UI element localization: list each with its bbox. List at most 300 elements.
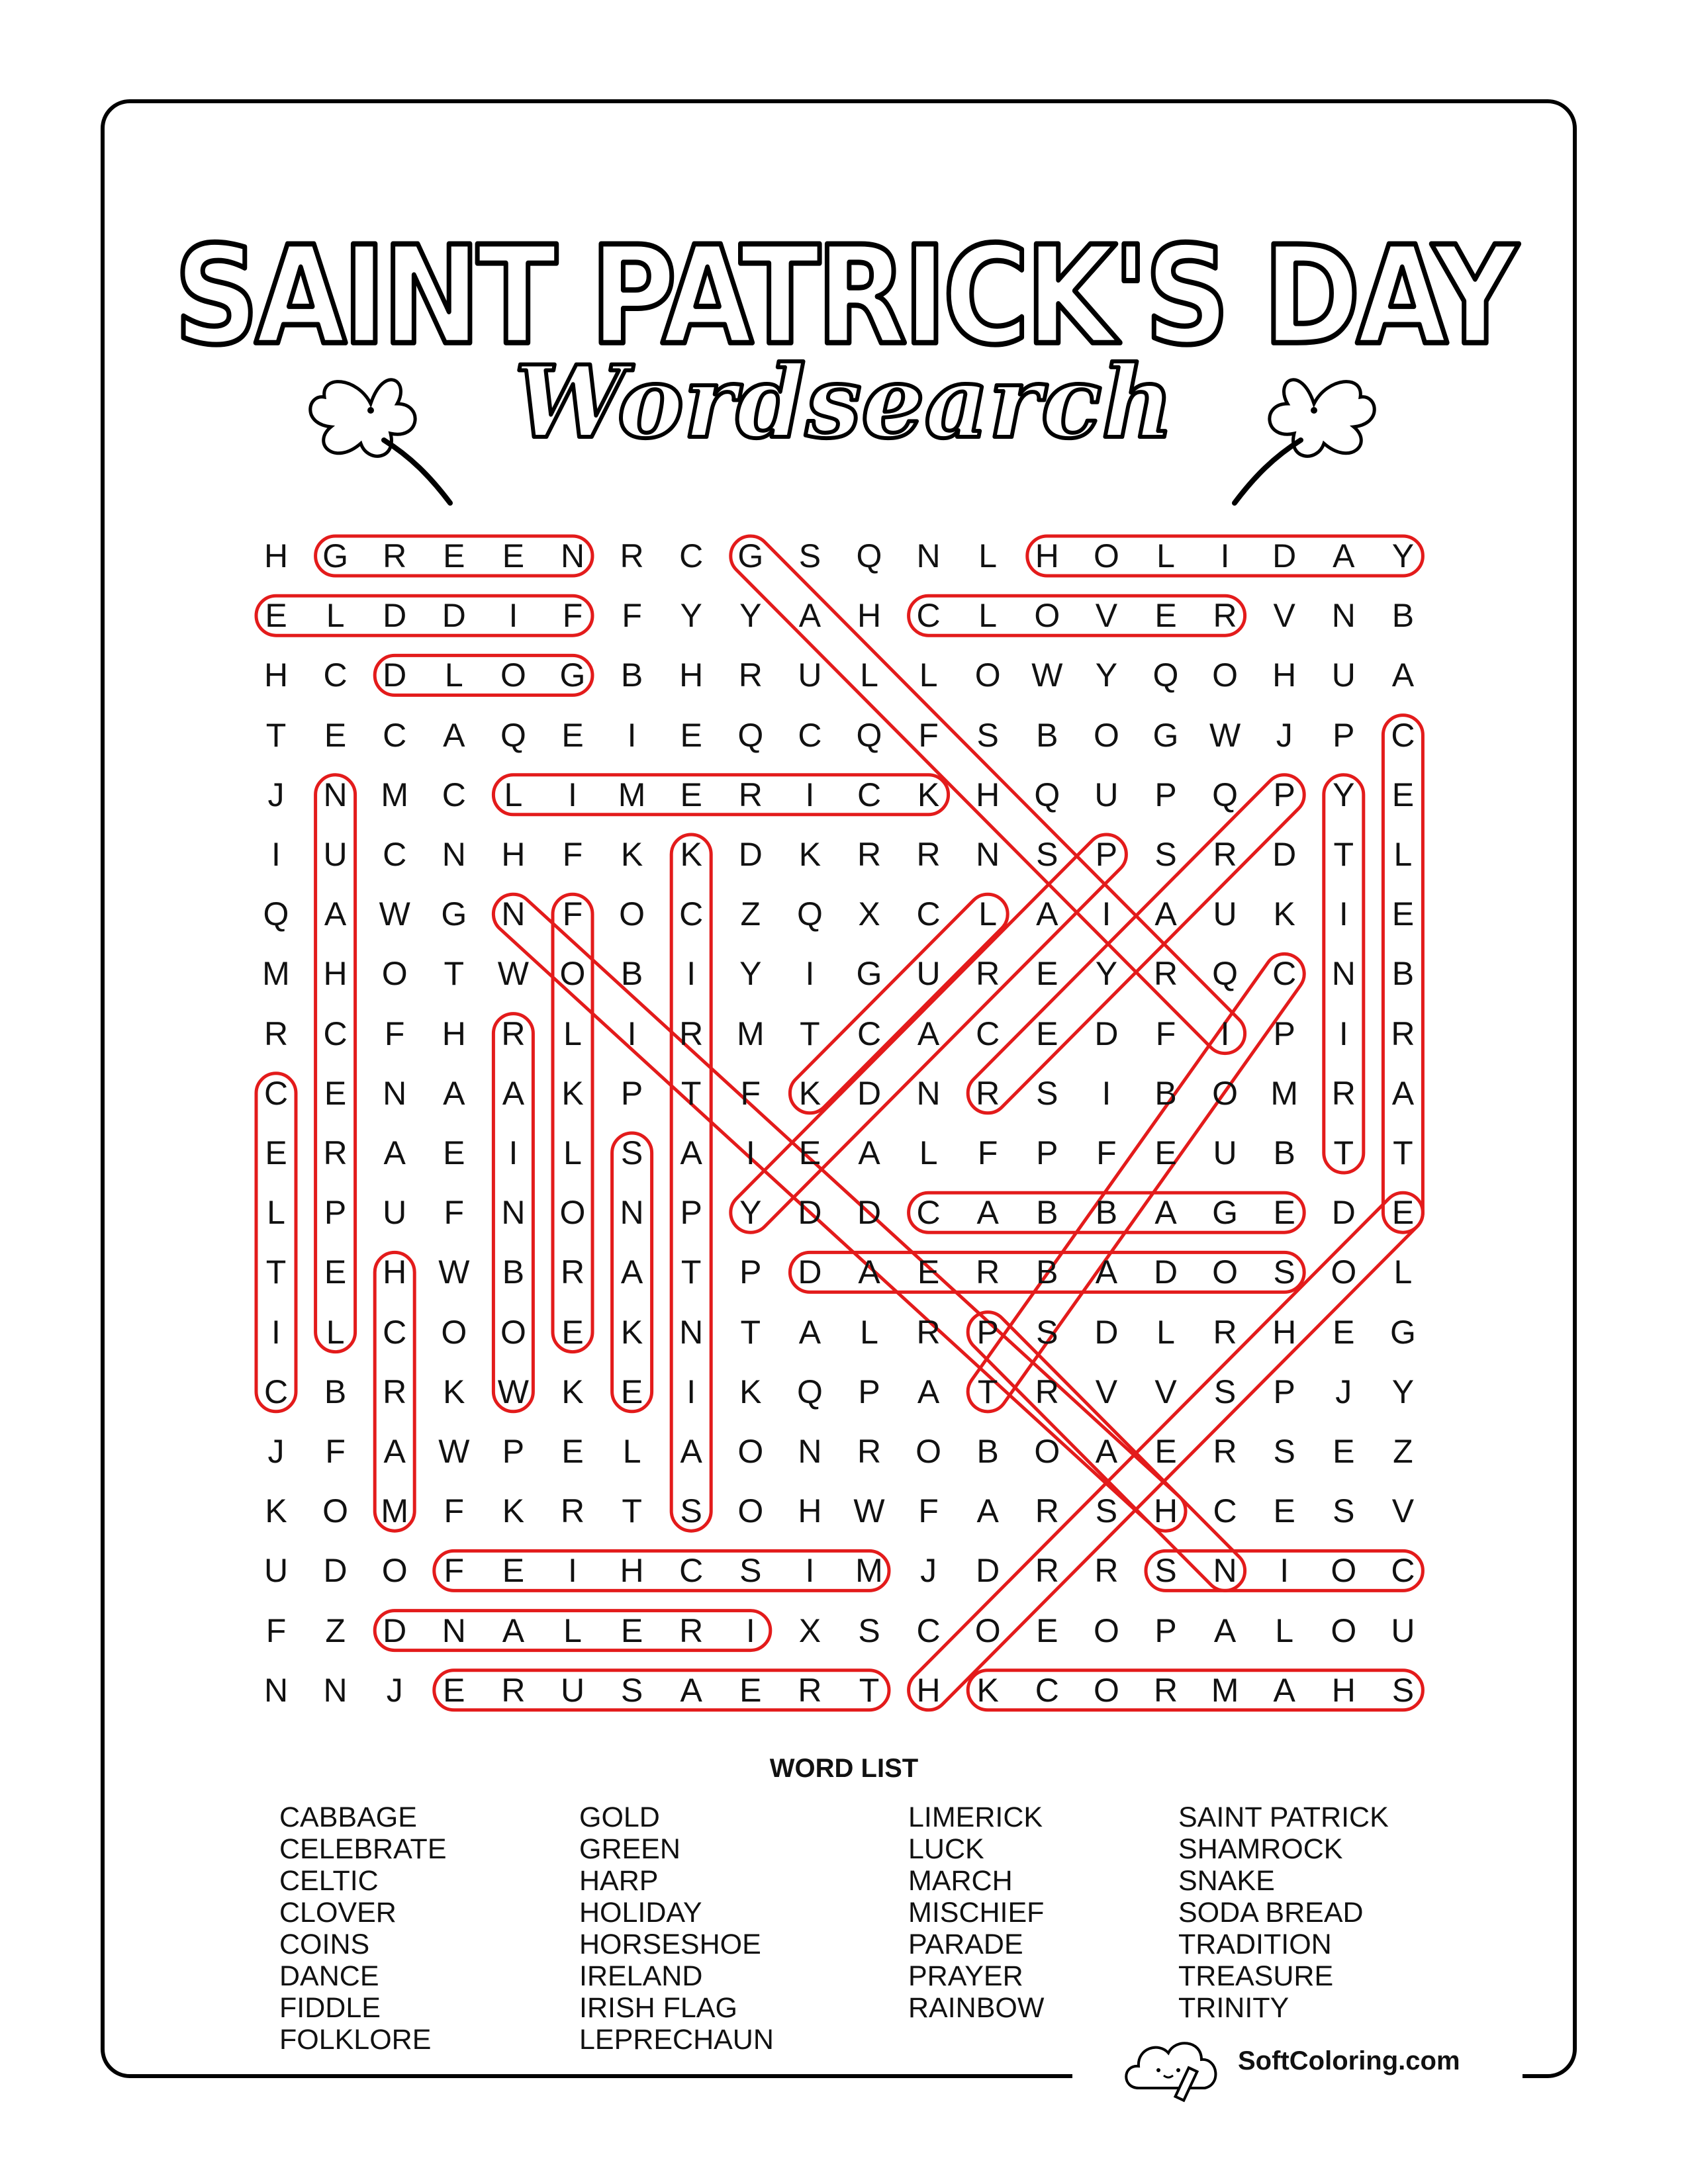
grid-letter[interactable]: N (323, 776, 348, 813)
grid-letter[interactable]: G (856, 955, 882, 993)
grid-letter[interactable]: E (798, 1134, 821, 1171)
grid-letter[interactable]: A (858, 1253, 880, 1291)
grid-letter[interactable]: O (737, 1433, 764, 1470)
grid-letter[interactable]: R (1213, 597, 1237, 635)
grid-letter[interactable]: A (502, 1074, 525, 1112)
grid-letter[interactable]: E (1273, 1194, 1295, 1232)
grid-letter[interactable]: A (680, 1134, 702, 1171)
grid-letter[interactable]: R (1153, 1671, 1178, 1709)
grid-letter[interactable]: K (620, 836, 643, 873)
grid-letter[interactable]: L (444, 657, 463, 694)
grid-letter[interactable]: C (323, 1015, 348, 1052)
grid-letter[interactable]: H (263, 537, 289, 574)
grid-letter[interactable]: L (1275, 1612, 1294, 1649)
grid-letter[interactable]: E (561, 1433, 584, 1470)
grid-letter[interactable]: O (500, 657, 526, 694)
grid-letter[interactable]: H (442, 1015, 466, 1052)
grid-letter[interactable]: P (324, 1194, 347, 1232)
grid-letter[interactable]: C (976, 1015, 1000, 1052)
grid-letter[interactable]: C (1035, 1671, 1059, 1709)
grid-letter[interactable]: L (326, 597, 345, 635)
grid-letter[interactable]: A (443, 1074, 465, 1112)
grid-letter[interactable]: A (443, 716, 465, 754)
grid-letter[interactable]: O (619, 895, 645, 933)
grid-letter[interactable]: E (443, 537, 465, 574)
grid-letter[interactable]: S (858, 1612, 880, 1649)
grid-letter[interactable]: N (263, 1671, 289, 1709)
grid-letter[interactable]: D (1094, 1015, 1119, 1052)
grid-letter[interactable]: O (322, 1492, 349, 1530)
grid-letter[interactable]: E (443, 1134, 465, 1171)
grid-letter[interactable]: A (502, 1612, 525, 1649)
grid-letter[interactable]: B (620, 955, 643, 993)
grid-letter[interactable]: L (978, 597, 998, 635)
grid-letter[interactable]: R (916, 836, 941, 873)
grid-letter[interactable]: Y (739, 597, 762, 635)
grid-letter[interactable]: D (857, 1074, 882, 1112)
grid-letter[interactable]: A (1391, 657, 1415, 694)
grid-letter[interactable]: P (620, 1074, 643, 1112)
grid-letter[interactable]: L (1156, 1313, 1175, 1351)
grid-letter[interactable]: S (620, 1134, 643, 1171)
grid-letter[interactable]: K (976, 1671, 999, 1709)
grid-letter[interactable]: Z (325, 1612, 346, 1649)
grid-letter[interactable]: W (1031, 657, 1063, 694)
grid-letter[interactable]: W (497, 1373, 529, 1410)
grid-letter[interactable]: A (1154, 895, 1177, 933)
grid-letter[interactable]: B (976, 1433, 999, 1470)
grid-letter[interactable]: S (976, 716, 999, 754)
grid-letter[interactable]: C (679, 895, 704, 933)
grid-letter[interactable]: I (627, 1015, 637, 1052)
grid-letter[interactable]: X (858, 895, 880, 933)
grid-letter[interactable]: U (1213, 1134, 1237, 1171)
grid-letter[interactable]: E (1154, 1433, 1177, 1470)
grid-letter[interactable]: J (267, 776, 285, 813)
grid-letter[interactable]: G (737, 537, 764, 574)
grid-letter[interactable]: O (1331, 1552, 1357, 1590)
grid-letter[interactable]: N (442, 1612, 466, 1649)
grid-letter[interactable]: I (805, 955, 815, 993)
grid-letter[interactable]: I (805, 1552, 815, 1590)
grid-letter[interactable]: H (1035, 537, 1059, 574)
grid-letter[interactable]: F (384, 1015, 405, 1052)
grid-letter[interactable]: L (1156, 537, 1175, 574)
grid-letter[interactable]: I (568, 776, 577, 813)
grid-letter[interactable]: R (738, 657, 763, 694)
grid-letter[interactable]: O (974, 1612, 1001, 1649)
grid-letter[interactable]: P (1154, 776, 1177, 813)
grid-letter[interactable]: D (383, 1612, 407, 1649)
grid-letter[interactable]: A (1333, 537, 1355, 574)
grid-letter[interactable]: F (977, 1134, 998, 1171)
grid-letter[interactable]: B (1391, 955, 1415, 993)
grid-letter[interactable]: H (798, 1492, 822, 1530)
grid-letter[interactable]: P (1154, 1612, 1177, 1649)
grid-letter[interactable]: C (263, 1074, 289, 1112)
grid-letter[interactable]: C (916, 597, 941, 635)
grid-letter[interactable]: E (1391, 776, 1415, 813)
grid-letter[interactable]: O (381, 1552, 408, 1590)
grid-letter[interactable]: B (1036, 1253, 1058, 1291)
grid-letter[interactable]: P (1273, 776, 1295, 813)
grid-letter[interactable]: Q (500, 716, 526, 754)
grid-letter[interactable]: N (1331, 597, 1356, 635)
grid-letter[interactable]: E (443, 1671, 465, 1709)
grid-letter[interactable]: C (383, 1313, 407, 1351)
grid-letter[interactable]: N (798, 1433, 822, 1470)
grid-letter[interactable]: I (745, 1612, 755, 1649)
grid-letter[interactable]: S (798, 537, 821, 574)
grid-letter[interactable]: N (916, 537, 941, 574)
grid-letter[interactable]: O (1034, 1433, 1060, 1470)
grid-letter[interactable]: D (323, 1552, 348, 1590)
grid-letter[interactable]: B (1095, 1194, 1118, 1232)
grid-letter[interactable]: F (622, 597, 642, 635)
grid-letter[interactable]: L (978, 895, 998, 933)
grid-letter[interactable]: E (265, 597, 287, 635)
grid-letter[interactable]: L (1393, 1253, 1413, 1291)
grid-letter[interactable]: G (1152, 716, 1179, 754)
grid-letter[interactable]: E (739, 1671, 762, 1709)
grid-letter[interactable]: V (1273, 597, 1295, 635)
grid-letter[interactable]: N (501, 895, 526, 933)
grid-letter[interactable]: K (917, 776, 940, 813)
grid-letter[interactable]: K (680, 836, 702, 873)
grid-letter[interactable]: R (1391, 1015, 1415, 1052)
grid-letter[interactable]: D (976, 1552, 1000, 1590)
grid-letter[interactable]: R (560, 1253, 585, 1291)
grid-letter[interactable]: A (858, 1134, 880, 1171)
grid-letter[interactable]: P (1333, 716, 1355, 754)
grid-letter[interactable]: R (976, 1074, 1000, 1112)
grid-letter[interactable]: U (1391, 1612, 1415, 1649)
grid-letter[interactable]: X (798, 1612, 821, 1649)
grid-letter[interactable]: D (738, 836, 763, 873)
grid-letter[interactable]: S (1036, 1313, 1058, 1351)
grid-letter[interactable]: B (1036, 716, 1058, 754)
grid-letter[interactable]: Q (856, 716, 882, 754)
grid-letter[interactable]: O (1034, 597, 1060, 635)
grid-letter[interactable]: E (1333, 1433, 1355, 1470)
grid-letter[interactable]: F (562, 836, 583, 873)
grid-letter[interactable]: T (622, 1492, 642, 1530)
grid-letter[interactable]: H (679, 657, 704, 694)
grid-letter[interactable]: U (798, 657, 822, 694)
grid-letter[interactable]: L (978, 537, 998, 574)
grid-letter[interactable]: O (1212, 1253, 1239, 1291)
grid-letter[interactable]: R (976, 1253, 1000, 1291)
grid-letter[interactable]: O (915, 1433, 942, 1470)
grid-letter[interactable]: Y (739, 955, 762, 993)
grid-letter[interactable]: A (383, 1134, 406, 1171)
grid-letter[interactable]: D (383, 597, 407, 635)
grid-letter[interactable]: R (323, 1134, 348, 1171)
grid-letter[interactable]: R (1213, 836, 1237, 873)
grid-letter[interactable]: F (1155, 1015, 1176, 1052)
grid-letter[interactable]: O (441, 1313, 467, 1351)
grid-letter[interactable]: A (680, 1433, 702, 1470)
grid-letter[interactable]: R (1094, 1552, 1119, 1590)
grid-letter[interactable]: E (1333, 1313, 1355, 1351)
grid-letter[interactable]: L (563, 1612, 582, 1649)
grid-letter[interactable]: U (1331, 657, 1356, 694)
grid-letter[interactable]: P (976, 1313, 999, 1351)
grid-letter[interactable]: A (1391, 1074, 1415, 1112)
grid-letter[interactable]: U (263, 1552, 289, 1590)
grid-letter[interactable]: E (561, 1313, 584, 1351)
grid-letter[interactable]: L (326, 1313, 345, 1351)
grid-letter[interactable]: D (1094, 1313, 1119, 1351)
grid-letter[interactable]: D (1272, 537, 1297, 574)
grid-letter[interactable]: T (444, 955, 465, 993)
grid-letter[interactable]: Q (1034, 776, 1060, 813)
grid-letter[interactable]: F (444, 1552, 465, 1590)
grid-letter[interactable]: C (798, 716, 822, 754)
grid-letter[interactable]: S (620, 1671, 643, 1709)
grid-letter[interactable]: R (560, 1492, 585, 1530)
grid-letter[interactable]: S (680, 1492, 702, 1530)
grid-letter[interactable]: A (798, 1313, 821, 1351)
grid-letter[interactable]: E (1391, 895, 1415, 933)
grid-letter[interactable]: H (620, 1552, 644, 1590)
grid-letter[interactable]: O (1331, 1253, 1357, 1291)
grid-letter[interactable]: I (508, 1134, 518, 1171)
grid-letter[interactable]: M (381, 776, 409, 813)
grid-letter[interactable]: G (441, 895, 467, 933)
grid-letter[interactable]: A (1095, 1253, 1118, 1291)
grid-letter[interactable]: O (1093, 716, 1119, 754)
grid-letter[interactable]: E (324, 716, 347, 754)
grid-letter[interactable]: A (324, 895, 347, 933)
grid-letter[interactable]: C (442, 776, 466, 813)
grid-letter[interactable]: Q (263, 895, 289, 933)
grid-letter[interactable]: A (1213, 1612, 1237, 1649)
grid-letter[interactable]: K (561, 1373, 584, 1410)
grid-letter[interactable]: S (1036, 1074, 1058, 1112)
grid-letter[interactable]: D (1331, 1194, 1356, 1232)
grid-letter[interactable]: N (560, 537, 585, 574)
grid-letter[interactable]: I (686, 955, 696, 993)
grid-letter[interactable]: A (976, 1194, 999, 1232)
grid-letter[interactable]: C (916, 895, 941, 933)
grid-letter[interactable]: A (1273, 1671, 1295, 1709)
grid-letter[interactable]: N (620, 1194, 644, 1232)
grid-letter[interactable]: O (381, 955, 408, 993)
grid-letter[interactable]: J (1276, 716, 1293, 754)
grid-letter[interactable]: C (323, 657, 348, 694)
grid-letter[interactable]: L (919, 657, 938, 694)
grid-letter[interactable]: O (1093, 1612, 1119, 1649)
grid-letter[interactable]: C (383, 716, 407, 754)
grid-letter[interactable]: A (1095, 1433, 1118, 1470)
grid-letter[interactable]: L (563, 1134, 582, 1171)
grid-letter[interactable]: E (324, 1253, 347, 1291)
grid-letter[interactable]: O (1212, 657, 1239, 694)
grid-letter[interactable]: P (1095, 836, 1118, 873)
grid-letter[interactable]: F (1096, 1134, 1117, 1171)
grid-letter[interactable]: E (1154, 597, 1177, 635)
grid-letter[interactable]: G (559, 657, 586, 694)
grid-letter[interactable]: B (1273, 1134, 1295, 1171)
grid-letter[interactable]: V (1154, 1373, 1177, 1410)
grid-letter[interactable]: J (1335, 1373, 1352, 1410)
grid-letter[interactable]: S (1273, 1253, 1295, 1291)
grid-letter[interactable]: A (976, 1492, 999, 1530)
grid-letter[interactable]: H (1272, 1313, 1297, 1351)
grid-letter[interactable]: L (919, 1134, 938, 1171)
grid-letter[interactable]: R (738, 776, 763, 813)
grid-letter[interactable]: E (620, 1373, 643, 1410)
grid-letter[interactable]: F (265, 1612, 287, 1649)
grid-letter[interactable]: S (1391, 1671, 1415, 1709)
grid-letter[interactable]: K (561, 1074, 584, 1112)
grid-letter[interactable]: A (798, 597, 821, 635)
grid-letter[interactable]: L (1393, 836, 1413, 873)
grid-letter[interactable]: A (917, 1373, 940, 1410)
grid-letter[interactable]: N (442, 836, 466, 873)
grid-letter[interactable]: I (745, 1134, 755, 1171)
grid-letter[interactable]: M (618, 776, 646, 813)
grid-letter[interactable]: U (1094, 776, 1119, 813)
grid-letter[interactable]: O (1093, 1671, 1119, 1709)
grid-letter[interactable]: T (859, 1671, 880, 1709)
grid-letter[interactable]: H (323, 955, 348, 993)
grid-letter[interactable]: T (680, 1074, 702, 1112)
grid-letter[interactable]: Y (680, 597, 702, 635)
grid-letter[interactable]: U (323, 836, 348, 873)
grid-letter[interactable]: Y (1391, 537, 1415, 574)
grid-letter[interactable]: E (502, 1552, 525, 1590)
grid-letter[interactable]: N (383, 1074, 407, 1112)
grid-letter[interactable]: O (1212, 1074, 1239, 1112)
grid-letter[interactable]: I (1220, 537, 1230, 574)
grid-letter[interactable]: P (502, 1433, 525, 1470)
grid-letter[interactable]: H (916, 1671, 941, 1709)
grid-letter[interactable]: J (386, 1671, 403, 1709)
grid-letter[interactable]: S (1273, 1433, 1295, 1470)
grid-letter[interactable]: R (501, 1015, 526, 1052)
grid-letter[interactable]: K (798, 836, 821, 873)
grid-letter[interactable]: R (263, 1015, 289, 1052)
grid-letter[interactable]: S (1154, 836, 1177, 873)
grid-letter[interactable]: A (1154, 1194, 1177, 1232)
grid-letter[interactable]: R (857, 836, 882, 873)
grid-letter[interactable]: W (379, 895, 410, 933)
grid-letter[interactable]: R (383, 1373, 407, 1410)
grid-letter[interactable]: I (271, 836, 281, 873)
grid-letter[interactable]: H (976, 776, 1000, 813)
grid-letter[interactable]: S (739, 1552, 762, 1590)
grid-letter[interactable]: P (1273, 1015, 1295, 1052)
grid-letter[interactable]: U (916, 955, 941, 993)
grid-letter[interactable]: Q (856, 537, 882, 574)
grid-letter[interactable]: K (502, 1492, 525, 1530)
grid-letter[interactable]: C (857, 1015, 882, 1052)
grid-letter[interactable]: C (916, 1612, 941, 1649)
grid-letter[interactable]: G (1389, 1313, 1416, 1351)
grid-letter[interactable]: A (680, 1671, 702, 1709)
grid-letter[interactable]: K (739, 1373, 762, 1410)
grid-letter[interactable]: V (1095, 597, 1118, 635)
grid-letter[interactable]: W (853, 1492, 885, 1530)
grid-letter[interactable]: I (508, 597, 518, 635)
grid-letter[interactable]: D (442, 597, 466, 635)
grid-letter[interactable]: W (1209, 716, 1241, 754)
grid-letter[interactable]: C (679, 537, 704, 574)
grid-letter[interactable]: L (860, 1313, 878, 1351)
grid-letter[interactable]: H (1153, 1492, 1178, 1530)
grid-letter[interactable]: P (1273, 1373, 1295, 1410)
grid-letter[interactable]: E (1391, 1194, 1415, 1232)
grid-letter[interactable]: C (857, 776, 882, 813)
grid-letter[interactable]: P (1036, 1134, 1058, 1171)
grid-letter[interactable]: O (559, 955, 586, 993)
grid-letter[interactable]: K (265, 1492, 287, 1530)
grid-letter[interactable]: I (1102, 895, 1111, 933)
grid-letter[interactable]: R (916, 1313, 941, 1351)
grid-letter[interactable]: Q (1152, 657, 1179, 694)
grid-letter[interactable]: U (383, 1194, 407, 1232)
grid-letter[interactable]: T (1333, 1134, 1354, 1171)
grid-letter[interactable]: C (1391, 716, 1415, 754)
grid-letter[interactable]: F (444, 1492, 465, 1530)
grid-letter[interactable]: D (798, 1253, 822, 1291)
grid-letter[interactable]: E (680, 716, 702, 754)
grid-letter[interactable]: I (568, 1552, 577, 1590)
grid-letter[interactable]: N (323, 1671, 348, 1709)
grid-letter[interactable]: I (271, 1313, 281, 1351)
grid-letter[interactable]: V (1391, 1492, 1415, 1530)
grid-letter[interactable]: E (620, 1612, 643, 1649)
grid-letter[interactable]: F (325, 1433, 346, 1470)
grid-letter[interactable]: R (1035, 1373, 1059, 1410)
grid-letter[interactable]: F (444, 1194, 465, 1232)
grid-letter[interactable]: U (560, 1671, 585, 1709)
grid-letter[interactable]: R (1035, 1552, 1059, 1590)
grid-letter[interactable]: G (1212, 1194, 1239, 1232)
grid-letter[interactable]: W (497, 955, 529, 993)
grid-letter[interactable]: K (798, 1074, 821, 1112)
grid-letter[interactable]: Y (1391, 1373, 1415, 1410)
grid-letter[interactable]: D (857, 1194, 882, 1232)
grid-letter[interactable]: R (679, 1612, 704, 1649)
grid-letter[interactable]: C (263, 1373, 289, 1410)
grid-letter[interactable]: D (1272, 836, 1297, 873)
grid-letter[interactable]: O (1093, 537, 1119, 574)
grid-letter[interactable]: I (1102, 1074, 1111, 1112)
grid-letter[interactable]: I (805, 776, 815, 813)
grid-letter[interactable]: T (740, 1313, 761, 1351)
grid-letter[interactable]: R (976, 955, 1000, 993)
grid-letter[interactable]: L (563, 1015, 582, 1052)
grid-letter[interactable]: T (680, 1253, 702, 1291)
grid-letter[interactable]: S (1333, 1492, 1355, 1530)
grid-letter[interactable]: P (739, 1253, 762, 1291)
grid-letter[interactable]: F (918, 716, 939, 754)
grid-letter[interactable]: H (1331, 1671, 1356, 1709)
grid-letter[interactable]: B (324, 1373, 347, 1410)
grid-letter[interactable]: N (976, 836, 1000, 873)
grid-letter[interactable]: Y (1333, 776, 1355, 813)
grid-letter[interactable]: O (974, 657, 1001, 694)
grid-letter[interactable]: I (627, 716, 637, 754)
grid-letter[interactable]: S (1095, 1492, 1118, 1530)
grid-letter[interactable]: E (1273, 1492, 1295, 1530)
grid-letter[interactable]: E (1154, 1134, 1177, 1171)
grid-letter[interactable]: R (1035, 1492, 1059, 1530)
grid-letter[interactable]: V (1095, 1373, 1118, 1410)
